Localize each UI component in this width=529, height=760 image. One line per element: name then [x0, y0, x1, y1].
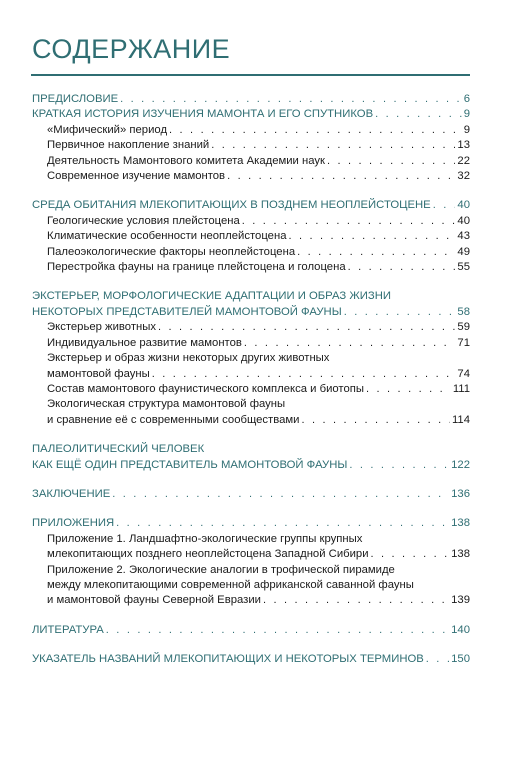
dot-leader	[244, 336, 456, 351]
toc-entry-label: ПРЕДИСЛОВИЕ	[32, 93, 119, 105]
toc-entry-index[interactable]	[32, 652, 470, 667]
toc-entry-page: 6	[463, 93, 470, 105]
toc-entry-label: СРЕДА ОБИТАНИЯ МЛЕКОПИТАЮЩИХ В ПОЗДНЕМ НЕОПЛЕЙСТОЦЕНЕ	[32, 199, 431, 212]
dot-leader	[348, 260, 456, 275]
toc-entry-page: 49	[457, 245, 470, 258]
dot-leader	[152, 367, 456, 382]
toc-entry-label: Индивидуальное развитие мамонтов	[47, 336, 242, 349]
toc-section-preface	[32, 92, 470, 184]
toc-entry-conclusion[interactable]	[32, 487, 470, 502]
toc-subentry[interactable]	[32, 169, 470, 184]
toc-entry-page: 136	[451, 487, 470, 500]
toc-entry-label: «Мифический» период	[47, 123, 168, 136]
toc-entry-label: КАК ЕЩЁ ОДИН ПРЕДСТАВИТЕЛЬ МАМОНТОВОЙ ФАУНЫ	[32, 458, 348, 471]
toc-entry-label: Перестройка фауны на границе плейстоцена и голоцена	[47, 261, 346, 274]
page-title: СОДЕРЖАНИЕ	[32, 34, 231, 64]
toc-section-conclusion	[32, 487, 470, 502]
toc-entry-label: и мамонтовой фауны Северной Евразии	[47, 594, 261, 607]
toc-entry-page: 139	[451, 594, 470, 607]
toc-entry-page: 114	[451, 413, 470, 426]
toc-entry-page: 71	[457, 336, 470, 349]
dot-leader	[263, 593, 449, 608]
toc-subentry[interactable]	[32, 593, 470, 608]
toc-entry-label: ПРИЛОЖЕНИЯ	[32, 517, 115, 530]
toc-subentry[interactable]	[32, 382, 470, 397]
toc-subentry[interactable]	[32, 123, 470, 138]
dot-leader	[227, 169, 455, 184]
toc-subentry-label-line[interactable]: между млекопитающими современной африканской саванной фауны	[47, 578, 414, 591]
dot-leader	[371, 547, 450, 562]
toc-subentry[interactable]	[32, 154, 470, 169]
toc-entry-page: 138	[451, 517, 470, 530]
toc-entry-page: 22	[457, 154, 470, 167]
dot-leader	[426, 652, 449, 667]
dot-leader	[112, 487, 449, 502]
toc-entry-label: Экстерьер животных	[47, 321, 156, 334]
toc-entry-label: Климатические особенности неоплейстоцена	[47, 230, 287, 243]
toc-entry-label: ЛИТЕРАТУРА	[32, 623, 104, 636]
toc-entry-label: НЕКОТОРЫХ ПРЕДСТАВИТЕЛЕЙ МАМОНТОВОЙ ФАУНЫ	[32, 305, 342, 318]
dot-leader	[375, 107, 462, 122]
toc-entry-label: млекопитающих позднего неоплейстоцена Западной Сибири	[47, 548, 369, 561]
toc-section-appendix	[32, 516, 470, 608]
toc-subentry[interactable]	[32, 367, 470, 382]
dot-leader	[366, 382, 451, 397]
dot-leader	[106, 623, 449, 638]
toc-entry-appendix[interactable]	[32, 516, 470, 531]
dot-leader	[211, 138, 455, 153]
toc-entry-label: Палеоэкологические факторы неоплейстоцена	[47, 245, 296, 258]
toc-section-literature	[32, 623, 470, 638]
dot-leader	[301, 413, 450, 428]
toc-subentry-label-line[interactable]: Экстерьер и образ жизни некоторых других животных	[47, 352, 330, 365]
toc-section-habitat	[32, 198, 470, 275]
toc-section-paleo	[32, 442, 470, 473]
toc-subentry[interactable]	[32, 336, 470, 351]
toc-entry-page: 13	[457, 139, 470, 152]
toc-subentry-label-line[interactable]: Приложение 1. Ландшафтно-экологические группы крупных	[47, 532, 363, 545]
toc-entry-page: 59	[457, 321, 470, 334]
toc-entry-preface[interactable]	[32, 92, 470, 107]
toc-entry-label: УКАЗАТЕЛЬ НАЗВАНИЙ МЛЕКОПИТАЮЩИХ И НЕКОТОРЫХ ТЕРМИНОВ	[32, 653, 424, 666]
toc-entry-literature[interactable]	[32, 623, 470, 638]
dot-leader	[289, 229, 456, 244]
toc-subentry[interactable]	[32, 413, 470, 428]
dot-leader	[344, 305, 456, 320]
toc-entry-page: 111	[452, 382, 470, 395]
toc-entry-page: 9	[463, 108, 470, 121]
toc-subentry-label-line[interactable]: Приложение 2. Экологические аналогии в трофической пирамиде	[47, 563, 395, 576]
dot-leader	[327, 154, 455, 169]
toc-entry-label: ЗАКЛЮЧЕНИЕ	[32, 487, 111, 500]
toc-entry-label: КРАТКАЯ ИСТОРИЯ ИЗУЧЕНИЯ МАМОНТА И ЕГО СПУТНИКОВ	[32, 108, 374, 121]
toc-entry-label: Первичное накопление знаний	[47, 139, 210, 152]
toc-entry-label-line[interactable]: ПАЛЕОЛИТИЧЕСКИЙ ЧЕЛОВЕК	[32, 443, 205, 456]
toc-entry-page: 138	[451, 548, 470, 561]
toc-entry-page: 74	[457, 367, 470, 380]
toc-entry-page: 40	[457, 199, 470, 212]
toc-entry-page: 55	[457, 261, 470, 274]
table-of-contents	[32, 92, 470, 682]
dot-leader	[297, 245, 455, 260]
toc-subentry[interactable]	[32, 138, 470, 153]
dot-leader	[158, 320, 455, 335]
dot-leader	[169, 123, 462, 138]
toc-entry-label: Геологические условия плейстоцена	[47, 214, 240, 227]
toc-subentry[interactable]	[32, 214, 470, 229]
toc-entry-label-line[interactable]: ЭКСТЕРЬЕР, МОРФОЛОГИЧЕСКИЕ АДАПТАЦИИ И ОБРАЗ ЖИЗНИ	[32, 290, 391, 303]
toc-subentry[interactable]	[32, 320, 470, 335]
toc-entry-page: 140	[451, 623, 470, 636]
toc-subentry[interactable]	[32, 229, 470, 244]
toc-entry-page: 58	[457, 305, 470, 318]
toc-entry-label: Современное изучение мамонтов	[47, 170, 226, 183]
toc-section-index	[32, 652, 470, 667]
toc-entry-history[interactable]	[32, 107, 470, 122]
toc-entry-page: 43	[457, 230, 470, 243]
toc-entry-page: 32	[457, 170, 470, 183]
dot-leader	[120, 92, 462, 107]
toc-entry-page: 122	[451, 458, 470, 471]
toc-subentry[interactable]	[32, 547, 470, 562]
toc-entry-habitat[interactable]	[32, 198, 470, 213]
toc-entry-label: мамонтовой фауны	[47, 367, 150, 380]
dot-leader	[349, 458, 449, 473]
toc-entry-paleo[interactable]	[32, 458, 470, 473]
toc-section-exterior	[32, 289, 470, 428]
title-rule	[31, 74, 470, 76]
toc-entry-exterior[interactable]	[32, 305, 470, 320]
toc-entry-page: 9	[463, 123, 470, 136]
toc-subentry[interactable]	[32, 245, 470, 260]
toc-entry-label: Деятельность Мамонтового комитета Академии наук	[47, 154, 325, 167]
toc-subentry[interactable]	[32, 260, 470, 275]
dot-leader	[242, 214, 456, 229]
dot-leader	[116, 516, 449, 531]
toc-entry-label: и сравнение её с современными сообществами	[47, 413, 300, 426]
toc-entry-page: 150	[451, 653, 470, 666]
toc-subentry-label-line[interactable]: Экологическая структура мамонтовой фауны	[47, 398, 286, 411]
toc-entry-page: 40	[457, 214, 470, 227]
dot-leader	[433, 198, 456, 213]
toc-entry-label: Состав мамонтового фаунистического комплекса и биотопы	[47, 382, 365, 395]
